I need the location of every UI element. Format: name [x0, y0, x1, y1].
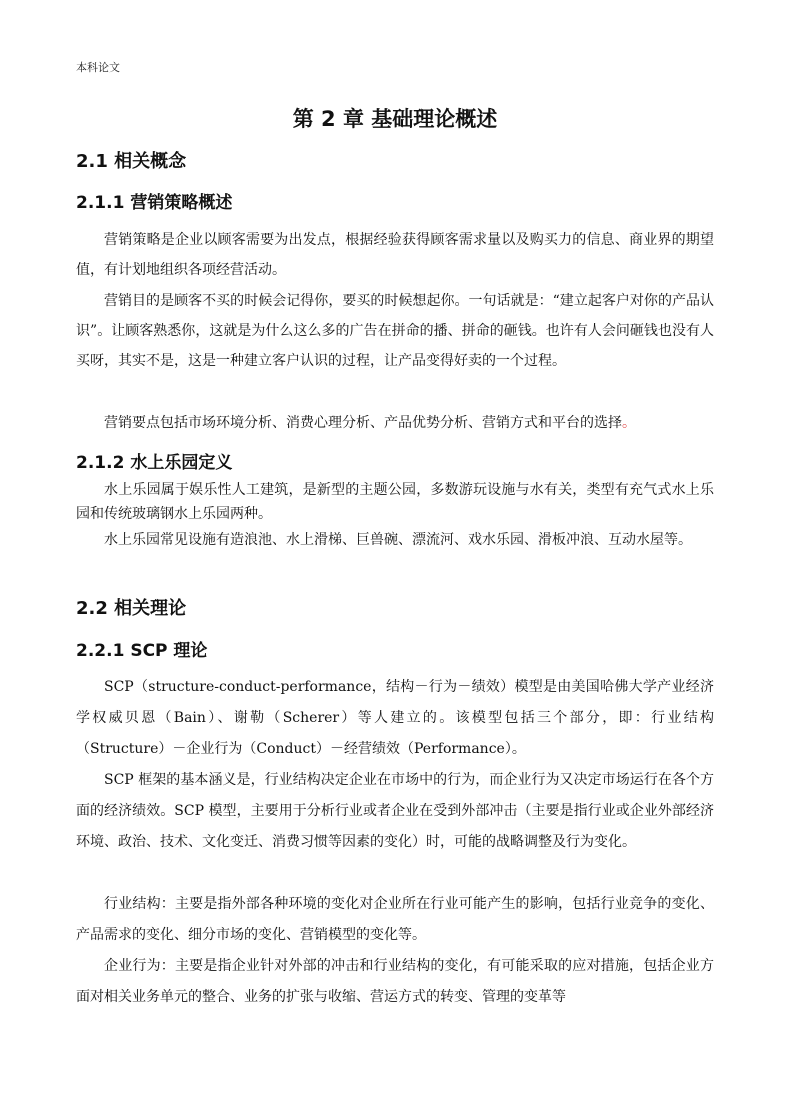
paragraph: 水上乐园属于娱乐性人工建筑，是新型的主题公园，多数游玩设施与水有关，类型有充气式水上乐园和传统玻璃钢水上乐园两种。 — [76, 482, 714, 522]
section-heading-2-2: 2.2 相关理论 — [76, 598, 187, 619]
paragraph: 企业行为：主要是指企业针对外部的冲击和行业结构的变化，有可能采取的应对措施，包括企业方面对相关业务单元的整合、业务的扩张与收缩、营运方式的转变、管理的变革等 — [76, 958, 714, 1005]
section-heading-2-1-1: 2.1.1 营销策略概述 — [76, 193, 233, 213]
paragraph: 行业结构：主要是指外部各种环境的变化对企业所在行业可能产生的影响，包括行业竞争的变化、产品需求的变化、细分市场的变化、营销模型的变化等。 — [76, 896, 714, 943]
chapter-title: 第 2 章 基础理论概述 — [292, 107, 498, 131]
paragraph: 营销目的是顾客不买的时候会记得你，要买的时候想起你。一句话就是：“建立起客户对你的产品认识”。让顾客熟悉你，这就是为什么这么多的广告在拼命的播、拼命的砸钱。也许有人会问砸钱也没有人买呀，其实不是，这是一种建立客户认识的过程，让产品变得好卖的一个过程。 — [76, 293, 714, 369]
paragraph-text: 营销要点包括市场环境分析、消费心理分析、产品优势分析、营销方式和平台的选择 — [104, 415, 622, 431]
paragraph: SCP（structure-conduct-performance，结构－行为－绩效）模型是由美国哈佛大学产业经济学权威贝恩（Bain）、谢勒（Scherer）等人建立的。该模型包括三个部分，即：行业结构（Structure）－企业行为（Conduct）－经营绩效（Performance）。 — [76, 679, 714, 757]
paragraph: SCP 框架的基本涵义是，行业结构决定企业在市场中的行为，而企业行为又决定市场运行在各个方面的经济绩效。SCP 模型，主要用于分析行业或者企业在受到外部冲击（主要是指行业或企业外部经济环境、政治、技术、文化变迁、消费习惯等因素的变化）时，可能的战略调整及行为变化。 — [76, 772, 714, 850]
paragraph — [76, 408, 714, 438]
section-heading-2-1: 2.1 相关概念 — [76, 151, 187, 172]
trailing-period: 。 — [622, 415, 636, 431]
section-heading-2-1-2: 2.1.2 水上乐园定义 — [76, 453, 233, 473]
section-heading-2-2-1: 2.2.1 SCP 理论 — [76, 641, 208, 661]
running-header: 本科论文 — [76, 61, 120, 74]
paragraph: 水上乐园常见设施有造浪池、水上滑梯、巨兽碗、漂流河、戏水乐园、滑板冲浪、互动水屋等。 — [104, 532, 692, 548]
paragraph: 营销策略是企业以顾客需要为出发点，根据经验获得顾客需求量以及购买力的信息、商业界的期望值，有计划地组织各项经营活动。 — [76, 232, 714, 278]
